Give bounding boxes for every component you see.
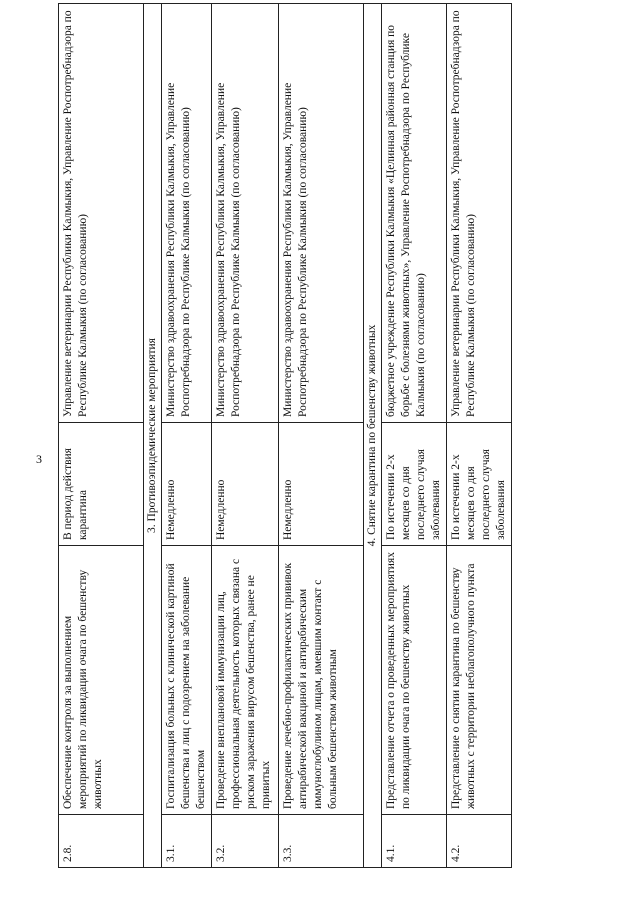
table-row: [59, 4, 144, 868]
row-number: 3.1.: [161, 815, 211, 868]
table-row: [161, 4, 211, 868]
row-action: Обеспечение контроля за выполнением мероприятий по ликвидации очага по бешенству животных: [59, 546, 144, 815]
table-row: [446, 4, 511, 868]
section-title: 4. Снятие карантина по бешенству животных: [363, 4, 381, 868]
row-number: 3.2.: [211, 815, 278, 868]
section-header-row: [363, 4, 381, 868]
row-action: Проведение лечебно-профилактических прививок антирабической вакциной и антирабическим иммуноглобулином лицам, имевшим контакт с больным бешенством животным: [278, 546, 363, 815]
row-action: Госпитализация больных с клинической картиной бешенства и лиц с подозрением на заболевание бешенством: [161, 546, 211, 815]
section-header-row: [144, 4, 162, 868]
row-responsible: Министерство здравоохранения Республики Калмыкия, Управление Роспотребнадзора по Республике Калмыкия (по согласованию): [278, 4, 363, 423]
row-term: По истечении 2-х месяцев со дня последнего случая заболевания: [446, 423, 511, 546]
measures-table: [58, 3, 512, 868]
row-responsible: Министерство здравоохранения Республики Калмыкия, Управление Роспотребнадзора по Республике Калмыкия (по согласованию): [211, 4, 278, 423]
row-responsible: Министерство здравоохранения Республики Калмыкия, Управление Роспотребнадзора по Республике Калмыкия (по согласованию): [161, 4, 211, 423]
row-action: Проведение внеплановой иммунизации лиц, профессиональная деятельность которых связана с риском заражения вирусом бешенства, ранее не привитых: [211, 546, 278, 815]
row-term: Немедленно: [211, 423, 278, 546]
page-number: 3: [36, 452, 42, 466]
row-number: 3.3.: [278, 815, 363, 868]
table-row: [278, 4, 363, 868]
row-term: Немедленно: [161, 423, 211, 546]
section-title: 3. Противоэпидемические мероприятия: [144, 4, 162, 868]
row-term: Немедленно: [278, 423, 363, 546]
row-term: В период действия карантина: [59, 423, 144, 546]
row-responsible: бюджетное учреждение Республики Калмыкия «Целинная районная станция по борьбе с болезнями животных», Управление Роспотребнадзора по Республике Калмыкия (по согласованию): [381, 4, 446, 423]
row-number: 2.8.: [59, 815, 144, 868]
table-row: [211, 4, 278, 868]
row-action: Представление отчета о проведенных мероприятиях по ликвидации очага по бешенству животных: [381, 546, 446, 815]
row-number: 4.2.: [446, 815, 511, 868]
row-responsible: Управление ветеринарии Республики Калмыкия, Управление Роспотребнадзора по Республике Калмыкия (по согласованию): [59, 4, 144, 423]
row-number: 4.1.: [381, 815, 446, 868]
row-responsible: Управление ветеринарии Республики Калмыкия, Управление Роспотребнадзора по Республике Калмыкия (по согласованию): [446, 4, 511, 423]
row-action: Представление о снятии карантина по бешенству животных с территории неблагополучного пункта: [446, 546, 511, 815]
table-row: [381, 4, 446, 868]
rotated-table-container: [58, 10, 507, 868]
row-term: По истечении 2-х месяцев со дня последнего случая заболевания: [381, 423, 446, 546]
